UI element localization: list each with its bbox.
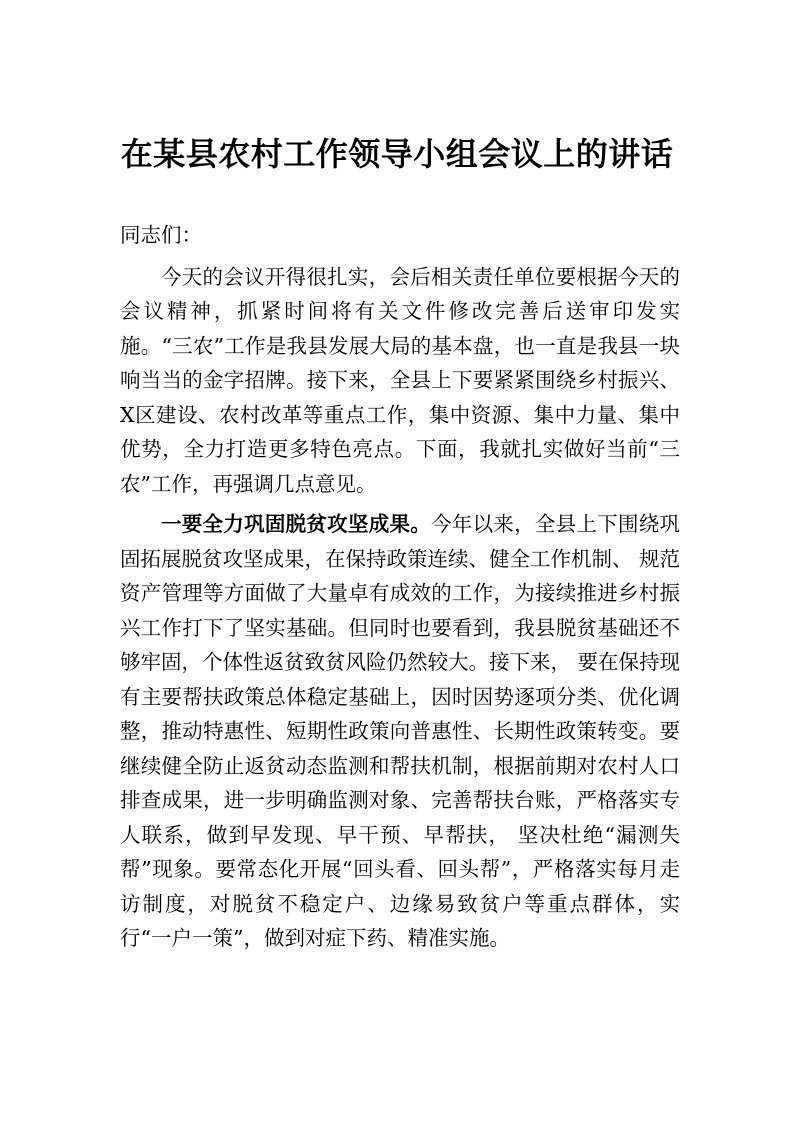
- paragraph-intro: [120, 260, 680, 502]
- paragraph-lead: 一要全力巩固脱贫攻坚成果。: [161, 512, 432, 536]
- paragraph-text: 今天的会议开得很扎实，会后相关责任单位要根据今天的会议精神，抓紧时间将有关文件修改完善后送审印发实施。“三农”工作是我县发展大局的基本盘，也一直是我县一块响当当的金字招牌。接下来，全县上下要紧紧围绕乡村振兴、X区建设、农村改革等重点工作，集中资源、集中力量、集中优势，全力打造更多特色亮点。下面，我就扎实做好当前“三农”工作，再强调几点意见。: [120, 264, 680, 496]
- document-title: 在某县农村工作领导小组会议上的讲话: [120, 135, 674, 173]
- document-body: [120, 218, 680, 956]
- salutation: 同志们：: [120, 223, 202, 247]
- paragraph-text: 今年以来，全县上下围绕巩固拓展脱贫攻坚成果，在保持政策连续、健全工作机制、 规范资产管理等方面做了大量卓有成效的工作，为接续推进乡村振兴工作打下了坚实基础。但同时也要看到，我县脱贫基础还不够牢固，个体性返贫致贫风险仍然较大。接下来， 要在保持现有主要帮扶政策总体稳定基础上，因时因势逐项分类、优化调整，推动特惠性、短期性政策向普惠性、长期性政策转变。要继续健全防止返贫动态监测和帮扶机制，根据前期对农村人口排查成果，进一步明确监测对象、完善帮扶台账，严格落实专人联系，做到早发现、早干预、早帮扶， 坚决杜绝“漏测失帮”现象。要常态化开展“回头看、回头帮”，严格落实每月走访制度，对脱贫不稳定户、边缘易致贫户等重点群体，实行“一户一策”，做到对症下药、精准实施。: [120, 512, 681, 950]
- paragraph-poverty-alleviation: [120, 507, 680, 956]
